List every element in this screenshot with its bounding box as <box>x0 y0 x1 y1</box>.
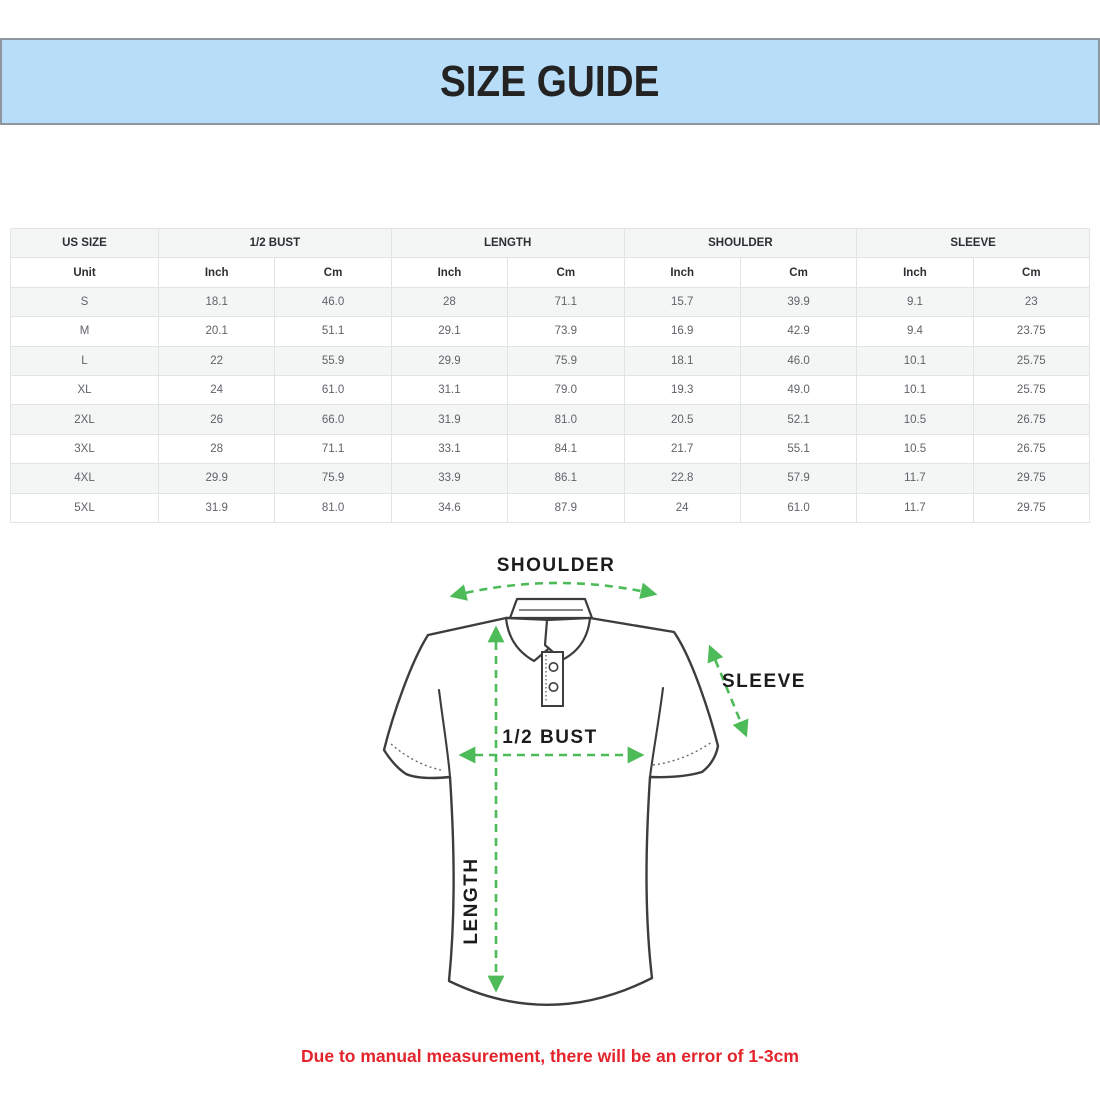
unit-header: Cm <box>973 258 1089 287</box>
table-cell: 79.0 <box>508 375 624 404</box>
table-cell: 11.7 <box>857 493 973 522</box>
table-cell: 10.1 <box>857 375 973 404</box>
table-cell: 87.9 <box>508 493 624 522</box>
table-cell: 10.5 <box>857 434 973 463</box>
unit-header: Cm <box>275 258 391 287</box>
size-table <box>10 228 1090 523</box>
table-cell: 57.9 <box>740 464 856 493</box>
table-cell: 29.75 <box>973 493 1089 522</box>
table-row <box>11 405 1090 434</box>
table-cell: 10.1 <box>857 346 973 375</box>
table-cell: 75.9 <box>508 346 624 375</box>
table-cell: 75.9 <box>275 464 391 493</box>
row-label: 3XL <box>11 434 159 463</box>
row-label: L <box>11 346 159 375</box>
shoulder-arrow <box>452 583 655 596</box>
table-cell: 52.1 <box>740 405 856 434</box>
row-label: M <box>11 317 159 346</box>
table-cell: 9.1 <box>857 287 973 316</box>
table-cell: 73.9 <box>508 317 624 346</box>
row-label: 2XL <box>11 405 159 434</box>
table-cell: 34.6 <box>391 493 507 522</box>
column-header-bust: 1/2 BUST <box>159 229 392 258</box>
table-cell: 51.1 <box>275 317 391 346</box>
table-cell: 81.0 <box>275 493 391 522</box>
table-cell: 28 <box>391 287 507 316</box>
table-cell: 39.9 <box>740 287 856 316</box>
table-cell: 31.9 <box>159 493 275 522</box>
table-cell: 11.7 <box>857 464 973 493</box>
table-cell: 46.0 <box>740 346 856 375</box>
measurement-disclaimer: Due to manual measurement, there will be an error of 1-3cm <box>301 1046 799 1066</box>
table-group-header-row <box>11 229 1090 258</box>
table-row <box>11 434 1090 463</box>
table-cell: 31.1 <box>391 375 507 404</box>
table-cell: 18.1 <box>624 346 740 375</box>
table-cell: 18.1 <box>159 287 275 316</box>
unit-header: Inch <box>857 258 973 287</box>
table-cell: 29.9 <box>159 464 275 493</box>
table-row <box>11 493 1090 522</box>
table-cell: 22 <box>159 346 275 375</box>
table-row <box>11 346 1090 375</box>
shoulder-label: SHOULDER <box>496 555 616 576</box>
row-label: S <box>11 287 159 316</box>
table-cell: 66.0 <box>275 405 391 434</box>
unit-header: Inch <box>391 258 507 287</box>
table-cell: 29.9 <box>391 346 507 375</box>
size-table-wrap <box>10 228 1090 523</box>
table-cell: 9.4 <box>857 317 973 346</box>
table-cell: 49.0 <box>740 375 856 404</box>
page-title: SIZE GUIDE <box>440 56 660 106</box>
unit-header: Inch <box>159 258 275 287</box>
row-label: 5XL <box>11 493 159 522</box>
unit-header: Cm <box>508 258 624 287</box>
table-cell: 26 <box>159 405 275 434</box>
sleeve-label: SLEEVE <box>722 671 806 692</box>
unit-header: Cm <box>740 258 856 287</box>
table-row <box>11 464 1090 493</box>
table-cell: 46.0 <box>275 287 391 316</box>
table-cell: 71.1 <box>508 287 624 316</box>
table-cell: 61.0 <box>740 493 856 522</box>
table-cell: 23.75 <box>973 317 1089 346</box>
column-header-us-size: US SIZE <box>11 229 159 258</box>
shirt-measurement-diagram <box>350 540 830 1040</box>
button <box>549 663 557 671</box>
table-cell: 28 <box>159 434 275 463</box>
bust-label: 1/2 BUST <box>502 727 598 748</box>
table-cell: 10.5 <box>857 405 973 434</box>
table-cell: 31.9 <box>391 405 507 434</box>
button <box>549 683 557 691</box>
unit-header: Unit <box>11 258 159 287</box>
table-cell: 25.75 <box>973 375 1089 404</box>
unit-header: Inch <box>624 258 740 287</box>
table-cell: 55.9 <box>275 346 391 375</box>
table-cell: 33.1 <box>391 434 507 463</box>
table-cell: 71.1 <box>275 434 391 463</box>
table-cell: 84.1 <box>508 434 624 463</box>
column-header-shoulder: SHOULDER <box>624 229 857 258</box>
table-cell: 42.9 <box>740 317 856 346</box>
table-cell: 24 <box>159 375 275 404</box>
table-cell: 29.1 <box>391 317 507 346</box>
table-cell: 81.0 <box>508 405 624 434</box>
table-cell: 23 <box>973 287 1089 316</box>
table-cell: 55.1 <box>740 434 856 463</box>
table-cell: 20.1 <box>159 317 275 346</box>
table-cell: 86.1 <box>508 464 624 493</box>
table-cell: 26.75 <box>973 434 1089 463</box>
table-cell: 61.0 <box>275 375 391 404</box>
placket <box>542 652 563 706</box>
table-unit-row <box>11 258 1090 287</box>
table-cell: 16.9 <box>624 317 740 346</box>
table-row <box>11 375 1090 404</box>
table-cell: 25.75 <box>973 346 1089 375</box>
table-cell: 33.9 <box>391 464 507 493</box>
table-row <box>11 287 1090 316</box>
table-cell: 22.8 <box>624 464 740 493</box>
table-row <box>11 317 1090 346</box>
row-label: XL <box>11 375 159 404</box>
table-cell: 19.3 <box>624 375 740 404</box>
column-header-length: LENGTH <box>391 229 624 258</box>
table-cell: 24 <box>624 493 740 522</box>
table-cell: 26.75 <box>973 405 1089 434</box>
table-cell: 15.7 <box>624 287 740 316</box>
row-label: 4XL <box>11 464 159 493</box>
table-cell: 29.75 <box>973 464 1089 493</box>
table-cell: 21.7 <box>624 434 740 463</box>
polo-shirt-svg <box>350 540 830 1040</box>
column-header-sleeve: SLEEVE <box>857 229 1090 258</box>
table-cell: 20.5 <box>624 405 740 434</box>
length-label: LENGTH <box>461 857 482 945</box>
banner <box>0 38 1100 125</box>
